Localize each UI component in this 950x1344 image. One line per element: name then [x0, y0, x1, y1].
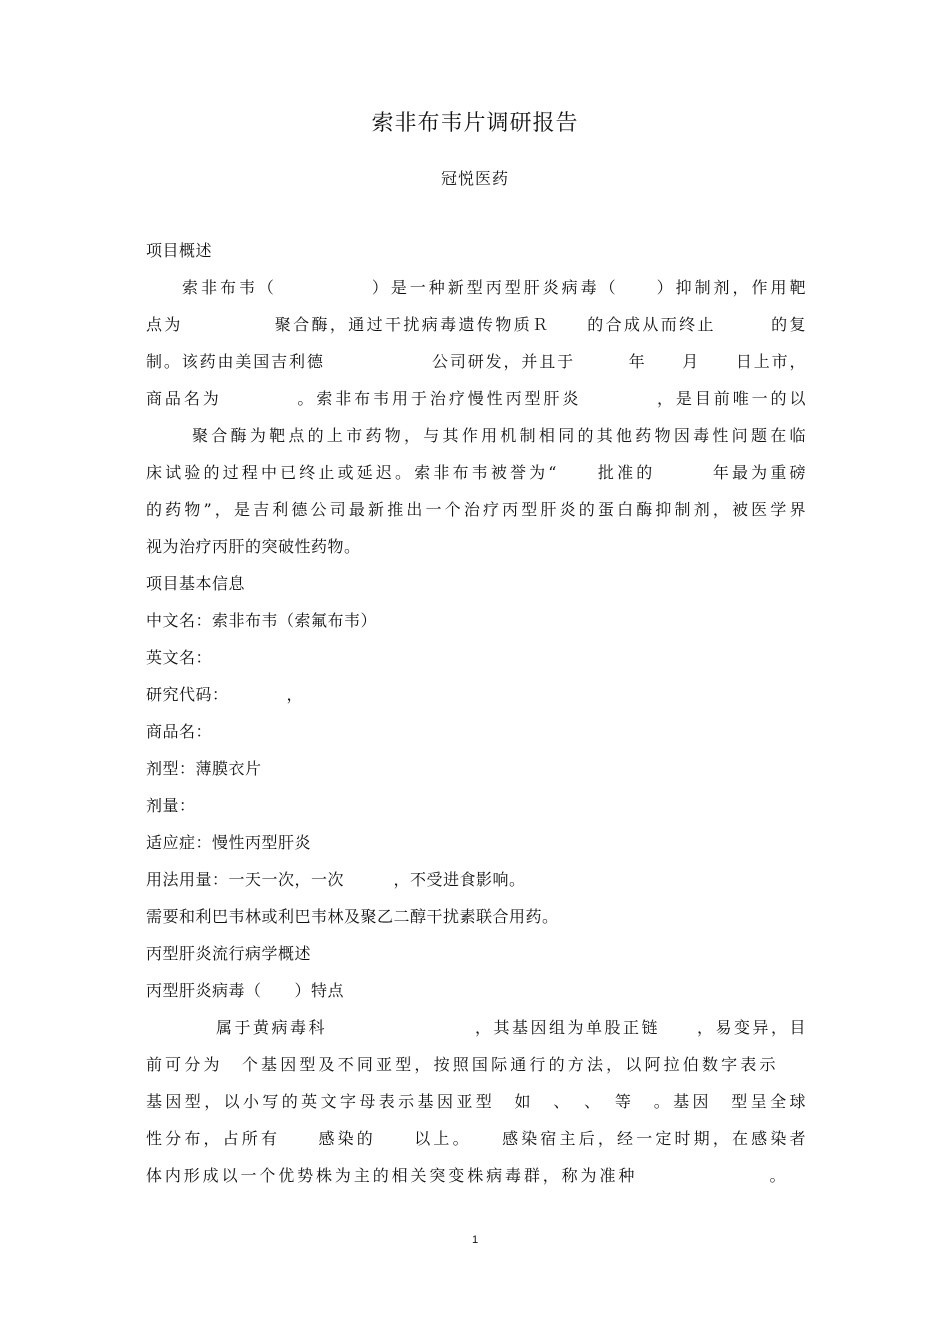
- paragraph-line: 基因型，以小写的英文字母表示基因亚型 如 、 、 等 。基因 型呈全球: [146, 1092, 806, 1111]
- paragraph-line: 制。该药由美国吉利德 公司研发，并且于 年 月 日上市，: [146, 352, 806, 371]
- info-research-code: 研究代码： ，: [146, 685, 304, 704]
- section-heading-epidemiology: 丙型肝炎流行病学概述: [146, 944, 312, 963]
- section-heading-basic-info: 项目基本信息: [146, 574, 246, 593]
- info-indication: 适应症：慢性丙型肝炎: [146, 833, 312, 852]
- info-combination: 需要和利巴韦林或利巴韦林及聚乙二醇干扰素联合用药。: [146, 907, 559, 926]
- document-subtitle: 冠悦医药: [440, 169, 509, 188]
- info-english-name: 英文名：: [146, 648, 213, 667]
- paragraph-line: 聚合酶为靶点的上市药物，与其作用机制相同的其他药物因毒性问题在临: [192, 426, 806, 445]
- document-title: 索非布韦片调研报告: [371, 111, 579, 136]
- paragraph-line: 性分布，占所有 感染的 以上。 感染宿主后，经一定时期，在感染者: [146, 1129, 806, 1148]
- info-trade-name: 商品名：: [146, 722, 213, 741]
- paragraph-line: 的药物”，是吉利德公司最新推出一个治疗丙型肝炎的蛋白酶抑制剂，被医学界: [146, 500, 806, 519]
- paragraph-line: 床试验的过程中已终止或延迟。索非布韦被誉为“ 批准的 年最为重磅: [146, 463, 806, 482]
- paragraph-line: 前可分为 个基因型及不同亚型，按照国际通行的方法，以阿拉伯数字表示: [146, 1055, 776, 1074]
- paragraph-line: 视为治疗丙肝的突破性药物。: [146, 537, 361, 556]
- paragraph-line: 体内形成以一个优势株为主的相关突变株病毒群，称为准种 。: [146, 1166, 786, 1185]
- info-chinese-name: 中文名：索非布韦（索氟布韦）: [146, 611, 378, 630]
- paragraph-line: 商品名为 。索非布韦用于治疗慢性丙型肝炎 ，是目前唯一的以: [146, 389, 806, 408]
- paragraph-line: 点为 聚合酶，通过干扰病毒遗传物质Ｒ 的合成从而终止 的复: [146, 315, 806, 334]
- paragraph-line: 属于黄病毒科 ，其基因组为单股正链 ，易变异，目: [216, 1018, 806, 1037]
- info-dose: 剂量：: [146, 796, 196, 815]
- info-dosage-form: 剂型：薄膜衣片: [146, 759, 262, 778]
- section-heading-overview: 项目概述: [146, 241, 213, 260]
- info-usage: 用法用量：一天一次，一次 ，不受进食影响。: [146, 870, 526, 889]
- subsection-heading-hcv: 丙型肝炎病毒（ ）特点: [146, 981, 345, 1000]
- paragraph-line: 索非布韦（ ）是一种新型丙型肝炎病毒（ ）抑制剂，作用靶: [182, 278, 806, 297]
- page-number: 1: [471, 1234, 479, 1246]
